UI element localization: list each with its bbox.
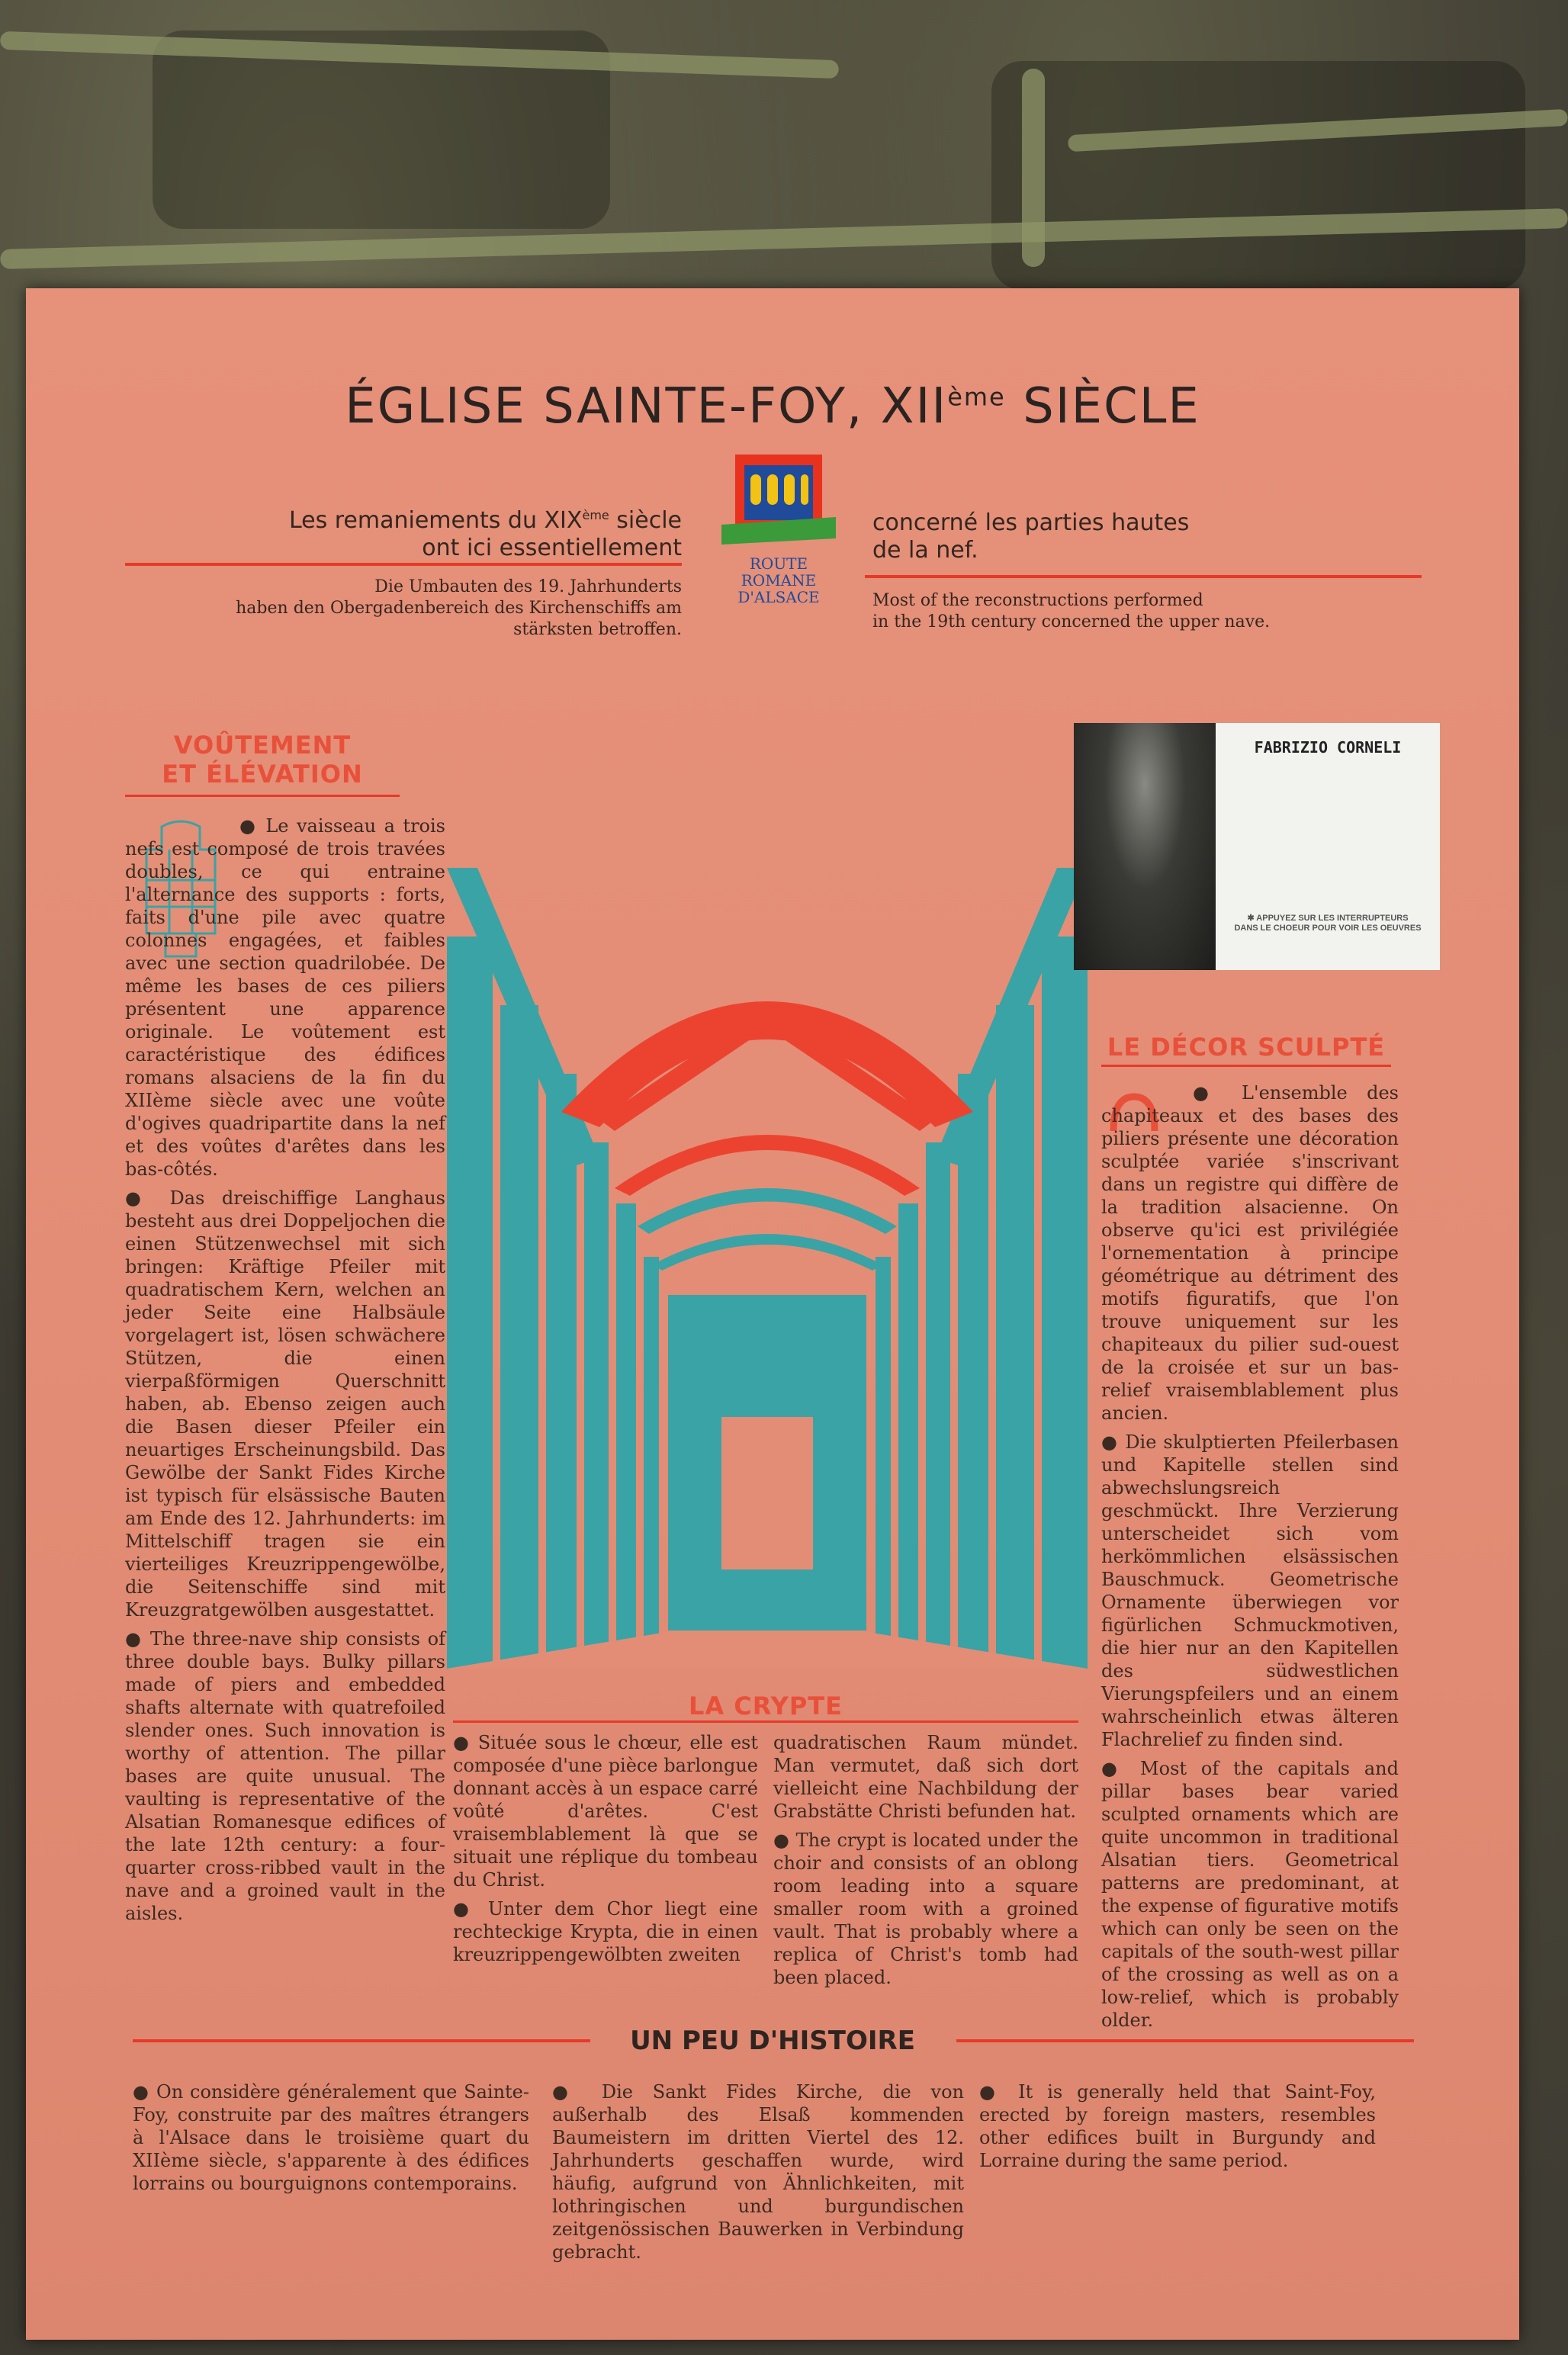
crypt-text-de-b: quadratischen Raum mündet. Man vermutet, daß sich dort vielleicht eine Nachbildung der Grabstätte Christi befunden hat.: [773, 1732, 1078, 1822]
history-text-fr: ● On considère généralement que Sainte-Foy, construite par des maîtres étrangers à l'Alsace dans le troisième quart du XIIème siècle, s'apparente à des édifices lorrains ou bourguignons contemporains.: [133, 2080, 529, 2201]
vaulting-heading: VOÛTEMENT ET ÉLÉVATION: [162, 731, 363, 789]
artwork-label-text: [1216, 723, 1440, 970]
route-romane-logo: [721, 455, 836, 630]
artwork-instruction: ✱ APPUYEZ SUR LES INTERRUPTEURS DANS LE CHOEUR POUR VOIR LES OEUVRES: [1234, 914, 1422, 933]
history-rule-right: [956, 2039, 1414, 2042]
sculpture-text-de: ● Die skulptierten Pfeilerbasen und Kapitelle stellen sind abwechslungsreich geschmückt. Ihre Verzierung unterscheidet sich vom herkömmlichen elsässischen Bauschmuck. Geometrische Ornamente überwiegen vor figürlichen Schmuckmotiven, die hier nur an den Kapitellen des südwestlichen Vierungspfeilers und an einem wahrscheinlich etwas älteren Flachrelief zu finden sind.: [1101, 1431, 1399, 1751]
vaulting-text-fr: ● Le vaisseau a trois nefs est composé de trois travées doubles, ce qui entraine l'alternance des supports : forts, faits d'une pile avec quatre colonnes engagées, et faibles avec une section quadrilobée. De même les bases de ces piliers présentent une apparence originale. Le voûtement est caractéristique des édifices romans alsaciens de la fin du XIIème siècle avec une voûte d'ogives quadripartite dans la nef et des voûtes d'arêtes dans les bas-côtés.: [125, 814, 445, 1181]
artist-name: FABRIZIO CORNELI: [1254, 738, 1402, 757]
intro-left-rule: [125, 563, 682, 566]
sculpture-heading: LE DÉCOR SCULPTÉ: [1107, 1033, 1386, 1062]
panel-title: ÉGLISE SAINTE-FOY, XIIème SIÈCLE: [345, 378, 1200, 435]
svg-text:ROUTE: ROUTE: [749, 554, 808, 573]
history-text-de: ● Die Sankt Fides Kirche, die von außerhalb des Elsaß kommenden Baumeistern im dritten Viertel des 12. Jahrhunderts geschaffen wurde, wird häufig, aufgrund von Ähnlichkeiten, mit lothringischen und burgundischen zeitgenössischen Bauwerken in Verbindung gebracht.: [552, 2080, 964, 2270]
crypt-heading: LA CRYPTE: [689, 1692, 843, 1720]
history-heading: UN PEU D'HISTOIRE: [630, 2026, 915, 2056]
vaulting-text-en: ● The three-nave ship consists of three double bays. Bulky pillars made of piers and embedded shafts alternate with quatrefoiled slender ones. Such innovation is worthy of attention. The pillar bases are quite unusual. The vaulting is representative of the Alsatian Romanesque edifices of the late 12th century: a four-quarter cross-ribbed vault in the nave and a groined vault in the aisles.: [125, 1627, 445, 1925]
sculpture-text-fr: ● L'ensemble des chapiteaux et des bases des piliers présente une décoration sculptée variée s'inscrivant dans un registre qui diffère de la tradition alsacienne. On observe qu'ici est privilégiée l'ornementation à principe géométrique au détriment des motifs figuratifs, que l'on trouve uniquement sur les chapiteaux du pilier sud-ouest de la croisée et sur un bas-relief vraisemblablement plus ancien.: [1101, 1081, 1399, 1425]
vaulting-heading-rule: [125, 795, 400, 797]
wall-stone: [991, 61, 1525, 290]
intro-fr-left: Les remaniements du XIXème siècle ont ici essentiellement: [288, 507, 682, 561]
crypt-heading-rule: [453, 1720, 1078, 1723]
crypt-text-left: [453, 1731, 758, 1972]
intro-de: Die Umbauten des 19. Jahrhunderts haben den Obergadenbereich des Kirchenschiffs am stärksten betroffen.: [236, 577, 682, 639]
artwork-label-card: [1074, 723, 1440, 970]
wall-mortar-line: [1022, 69, 1045, 267]
crypt-text-en: ● The crypt is located under the choir and consists of an oblong room leading into a square smaller room with a groined vault. That is probably where a replica of Christ's tomb had been placed.: [773, 1829, 1078, 1989]
history-text-en: ● It is generally held that Saint-Foy, erected by foreign masters, resembles other edifices built in Burgundy and Lorraine during the same period.: [979, 2080, 1376, 2178]
artwork-photo: [1074, 723, 1216, 970]
sculpture-text: [1101, 1081, 1399, 2038]
crypt-text-fr: ● Située sous le chœur, elle est composée d'une pièce barlongue donnant accès à un espace carré voûté d'arêtes. C'est vraisemblablement là que se situait une réplique du tombeau du Christ.: [453, 1731, 758, 1891]
intro-en: Most of the reconstructions performed in the 19th century concerned the upper nave.: [872, 591, 1271, 631]
vaulting-text-de: ● Das dreischiffige Langhaus besteht aus drei Doppeljochen die einen Stützenwechsel mit sich bringen: Kräftige Pfeiler mit quadratischem Kern, welchen an jeder Seite eine Halbsäule vorgelagert ist, lösen schwächere Stützen, die einen vierpaßförmigen Querschnitt haben, ab. Ebenso zeigen auch die Basen dieser Pfeiler ein neuartiges Erscheinungsbild. Das Gewölbe der Sankt Fides Kirche ist typisch für elsässische Bauten am Ende des 12. Jahrhunderts: im Mittelschiff tragen sie ein vierteiliges Kreuzrippengewölbe, die Seitenschiffe sind mit Kreuzgratgewölben ausgestattet.: [125, 1187, 445, 1621]
svg-text:D'ALSACE: D'ALSACE: [737, 588, 820, 606]
intro-fr-right: concerné les parties hautes de la nef.: [872, 509, 1190, 564]
sculpture-text-en: ● Most of the capitals and pillar bases bear varied sculpted ornaments which are quite uncommon in traditional Alsatian tiers. Geometrical patterns are predominant, at the expense of figurative motifs which can only be seen on the capitals of the south-west pillar of the crossing as well as on a low-relief, which is probably older.: [1101, 1757, 1399, 2032]
svg-text:ROMANE: ROMANE: [741, 571, 817, 590]
church-nave-illustration: [447, 868, 1088, 1669]
intro-right-rule: [865, 575, 1422, 578]
sculpture-heading-rule: [1101, 1065, 1391, 1067]
crypt-text-right: [773, 1731, 1078, 1995]
information-panel: [26, 288, 1519, 2340]
crypt-text-de-a: ● Unter dem Chor liegt eine rechteckige Krypta, die in einen kreuzrippengewölbten zweiten: [453, 1897, 758, 1966]
vaulting-text: [125, 814, 445, 1931]
